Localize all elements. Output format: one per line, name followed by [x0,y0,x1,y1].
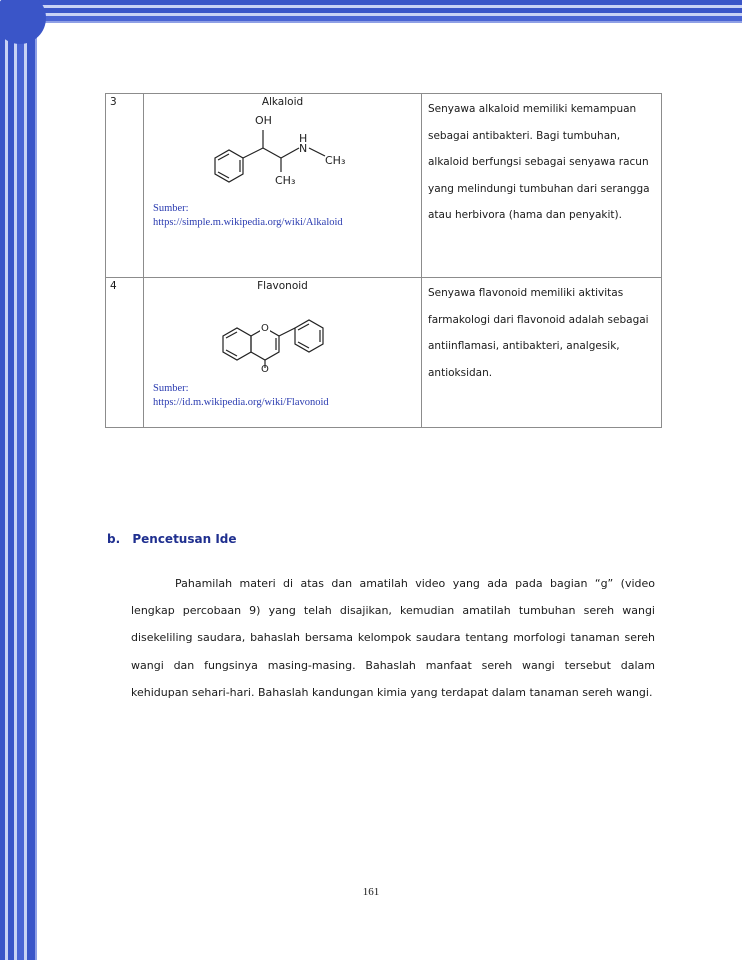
section-title: Pencetusan Ide [132,532,237,546]
keto-oxygen-label: O [260,364,269,372]
structure-cell [144,94,422,278]
compound-name: Flavonoid [257,280,308,292]
table-row [106,278,662,428]
section-heading [107,532,237,546]
source-label: Sumber: [153,203,189,214]
source-citation [153,382,329,410]
top-decorative-border [30,0,742,26]
source-link[interactable]: https://simple.m.wikipedia.org/wiki/Alkaloid [153,217,343,228]
methyl-label-a: CH₃ [324,154,345,167]
ring-oxygen-label: O [260,323,269,334]
alkaloid-structure-image [183,108,383,188]
compound-table [105,93,662,428]
body-paragraph: Pahamilah materi di atas dan amatilah video yang ada pada bagian “g” (video lengkap percobaan 9) yang telah disajikan, kemudian amatilah tumbuhan sereh wangi disekeliling saudara, bahaslah bersama kelompok saudara tentang morfologi tanaman sereh wangi dan fungsinya masing-masing. Bahaslah manfaat sereh wangi tersebut dalam kehidupan sehari-hari. Bahaslah kandungan kimia yang terdapat dalam tanaman sereh wangi. [131,577,655,699]
section-marker: b. [107,532,121,546]
h-label: H [298,132,307,145]
left-decorative-border [0,0,42,960]
page-number: 161 [362,886,380,898]
source-citation [153,202,343,230]
compound-name: Alkaloid [261,96,304,108]
table-row [106,94,662,278]
n-label: N [298,142,307,155]
oh-label: OH [254,114,272,127]
structure-cell [144,278,422,428]
description-cell: Senyawa flavonoid memiliki aktivitas farmakologi dari flavonoid adalah sebagai antiinflamasi, antibakteri, analgesik, antioksidan. [422,278,662,428]
row-number: 4 [106,278,144,428]
row-number: 3 [106,94,144,278]
source-label: Sumber: [153,383,189,394]
flavonoid-structure-image [183,292,383,372]
source-link[interactable]: https://id.m.wikipedia.org/wiki/Flavonoid [153,397,329,408]
methyl-label-b: CH₃ [274,174,295,187]
description-cell: Senyawa alkaloid memiliki kemampuan sebagai antibakteri. Bagi tumbuhan, alkaloid berfungsi sebagai senyawa racun yang melindungi tumbuhan dari serangga atau herbivora (hama dan penyakit). [422,94,662,278]
